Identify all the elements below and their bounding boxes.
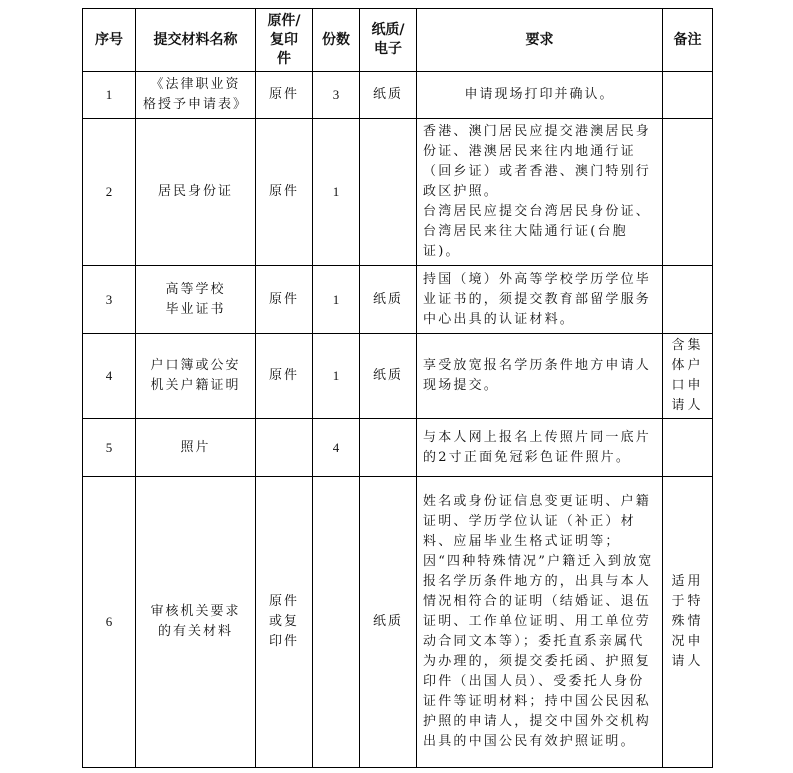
name-cell: 高等学校 毕业证书 [136, 266, 256, 334]
remark-cell [663, 72, 713, 119]
original-cell: 原件 [256, 334, 313, 419]
seq-cell: 6 [83, 477, 136, 768]
header-seq: 序号 [83, 9, 136, 72]
copies-cell: 1 [313, 119, 360, 266]
original-cell: 原件 [256, 119, 313, 266]
medium-cell: 纸质 [360, 266, 417, 334]
name-cell: 《法律职业资 格授予申请表》 [136, 72, 256, 119]
header-copies: 份数 [313, 9, 360, 72]
remark-cell: 适用 于特 殊情 况申 请人 [663, 477, 713, 768]
requirement-cell: 持国（境）外高等学校学历学位毕业证书的，须提交教育部留学服务中心出具的认证材料。 [417, 266, 663, 334]
seq-cell: 2 [83, 119, 136, 266]
table-row [83, 119, 713, 266]
header-name: 提交材料名称 [136, 9, 256, 72]
name-cell: 居民身份证 [136, 119, 256, 266]
header-original: 原件/ 复印 件 [256, 9, 313, 72]
table-row [83, 477, 713, 768]
medium-cell [360, 419, 417, 477]
original-cell: 原件 [256, 72, 313, 119]
remark-cell: 含集 体户 口申 请人 [663, 334, 713, 419]
name-cell: 照片 [136, 419, 256, 477]
original-cell [256, 419, 313, 477]
table-row [83, 334, 713, 419]
copies-cell: 4 [313, 419, 360, 477]
requirement-cell: 与本人网上报名上传照片同一底片的2寸正面免冠彩色证件照片。 [417, 419, 663, 477]
name-cell: 户口簿或公安 机关户籍证明 [136, 334, 256, 419]
requirement-cell: 申请现场打印并确认。 [417, 72, 663, 119]
table-row [83, 419, 713, 477]
copies-cell: 3 [313, 72, 360, 119]
seq-cell: 3 [83, 266, 136, 334]
medium-cell: 纸质 [360, 477, 417, 768]
seq-cell: 5 [83, 419, 136, 477]
remark-cell [663, 119, 713, 266]
medium-cell: 纸质 [360, 334, 417, 419]
remark-cell [663, 419, 713, 477]
requirement-cell: 姓名或身份证信息变更证明、户籍证明、学历学位认证（补正）材料、应届毕业生格式证明等；因“四种特殊情况”户籍迁入到放宽报名学历条件地方的，出具与本人情况相符合的证明（结婚证、退伍证明、工作单位证明、用工单位劳动合同文本等）；委托直系亲属代为办理的，须提交委托函、护照复印件（出国人员）、受委托人身份证件等证明材料；持中国公民因私护照的申请人，提交中国外交机构出具的中国公民有效护照证明。 [417, 477, 663, 768]
seq-cell: 1 [83, 72, 136, 119]
copies-cell [313, 477, 360, 768]
header-row [83, 9, 713, 72]
original-cell: 原件 [256, 266, 313, 334]
table-row [83, 266, 713, 334]
medium-cell [360, 119, 417, 266]
header-requirement: 要求 [417, 9, 663, 72]
original-cell: 原件 或复 印件 [256, 477, 313, 768]
copies-cell: 1 [313, 334, 360, 419]
header-remark: 备注 [663, 9, 713, 72]
name-cell: 审核机关要求 的有关材料 [136, 477, 256, 768]
table-row [83, 72, 713, 119]
remark-cell [663, 266, 713, 334]
requirement-cell: 享受放宽报名学历条件地方申请人现场提交。 [417, 334, 663, 419]
copies-cell: 1 [313, 266, 360, 334]
requirement-cell: 香港、澳门居民应提交港澳居民身份证、港澳居民来往内地通行证（回乡证）或者香港、澳门特别行政区护照。 台湾居民应提交台湾居民身份证、台湾居民来往大陆通行证(台胞证)。 [417, 119, 663, 266]
materials-table [82, 8, 713, 768]
header-medium: 纸质/ 电子 [360, 9, 417, 72]
seq-cell: 4 [83, 334, 136, 419]
medium-cell: 纸质 [360, 72, 417, 119]
